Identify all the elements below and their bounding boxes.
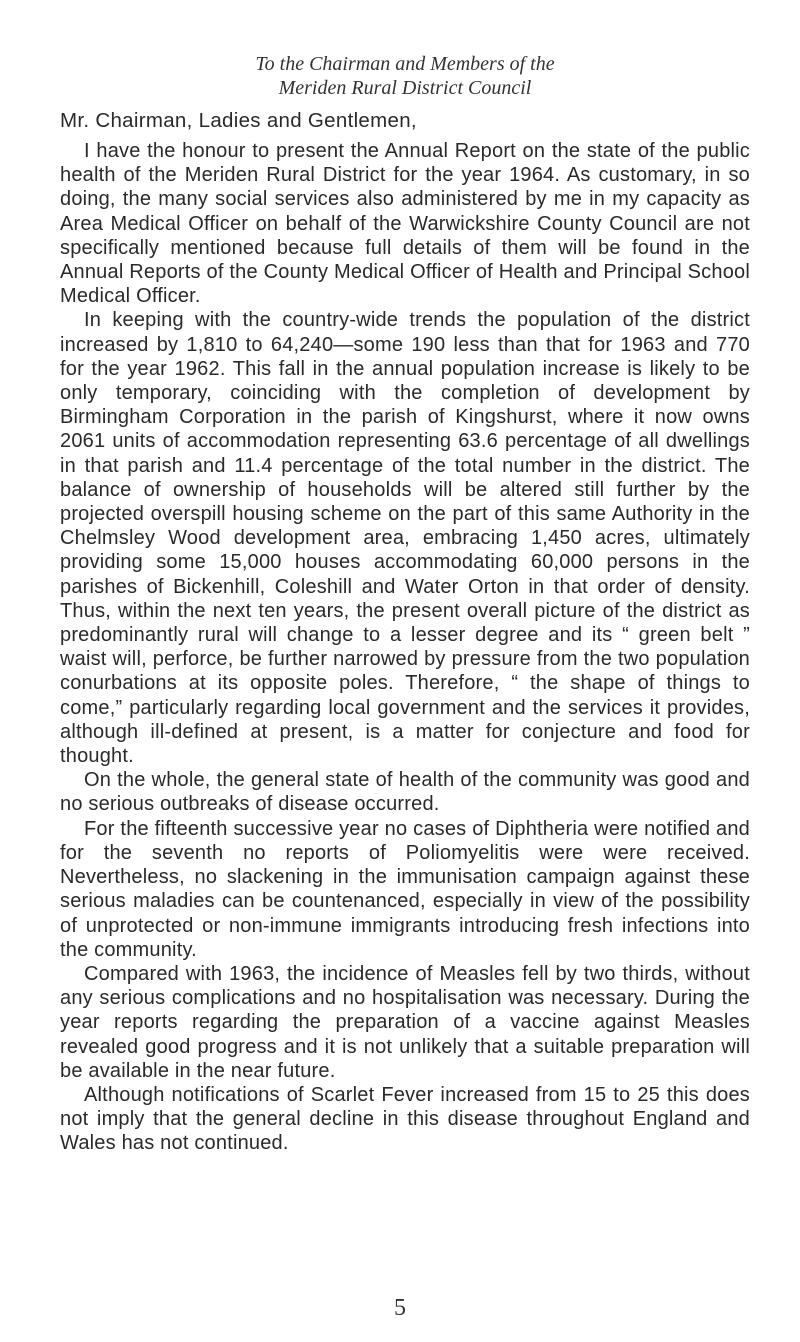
address-heading <box>60 52 750 100</box>
paragraph-diphtheria-polio: For the fifteenth successive year no cases of Diphtheria were notified and for the seventh no reports of Poliomyelitis were were received. Nevertheless, no slackening in the immunisation campaign against these serious maladies can be countenanced, especially in view of the possibility of unprotected or non-immune immigrants introducing fresh infections into the community. <box>60 817 750 961</box>
paragraph-scarlet-fever: Although notifications of Scarlet Fever increased from 15 to 25 this does not imply that the general decline in this disease throughout England and Wales has not continued. <box>60 1083 750 1155</box>
address-line-2: Meriden Rural District Council <box>278 77 532 99</box>
paragraph-general-health: On the whole, the general state of health of the community was good and no serious outbreaks of disease occurred. <box>60 769 750 816</box>
paragraph-measles: Compared with 1963, the incidence of Measles fell by two thirds, without any serious complications and no hospitalisation was necessary. During the year reports regarding the preparation of a vaccine against Measles revealed good progress and it is not unlikely that a suitable preparation will be available in the near future. <box>60 962 750 1082</box>
paragraph-population: In keeping with the country-wide trends the population of the district increased by 1,810 to 64,240—some 190 less than that for 1963 and 770 for the year 1962. This fall in the annual population increase is likely to be only temporary, coinciding with the completion of development by Birmingham Corporation in the parish of Kingshurst, where it now owns 2061 units of accommodation representing 63.6 percentage of all dwellings in that parish and 11.4 percentage of the total number in the district. The balance of ownership of households will be altered still further by the projected overspill housing scheme on the part of this same Authority in the Chelmsley Wood development area, embracing 1,450 acres, ultimately providing some 15,000 houses accommodating 60,000 persons in the parishes of Bickenhill, Coleshill and Water Orton in that order of density. Thus, within the next ten years, the present overall picture of the district as predominantly rural will change to a lesser degree and its “ green belt ” waist will, perforce, be further narrowed by pressure from the two population conurbations at its opposite poles. Therefore, “ the shape of things to come,” particularly regarding local government and the services it provides, although ill-defined at present, is a matter for conjecture and food for thought. <box>60 309 750 768</box>
salutation: Mr. Chairman, Ladies and Gentlemen, <box>60 109 417 132</box>
report-page <box>60 52 750 1156</box>
page-number: 5 <box>394 1295 406 1321</box>
paragraph-annual-report: I have the honour to present the Annual Report on the state of the public health of the Meriden Rural District for the year 1964. As customary, in so doing, the many social services also administered by me in my capacity as Area Medical Officer on behalf of the Warwickshire County Council are not specifically mentioned because full details of them will be found in the Annual Reports of the County Medical Officer of Health and Principal School Medical Officer. <box>60 140 750 308</box>
address-line-1: To the Chairman and Members of the <box>255 53 555 75</box>
